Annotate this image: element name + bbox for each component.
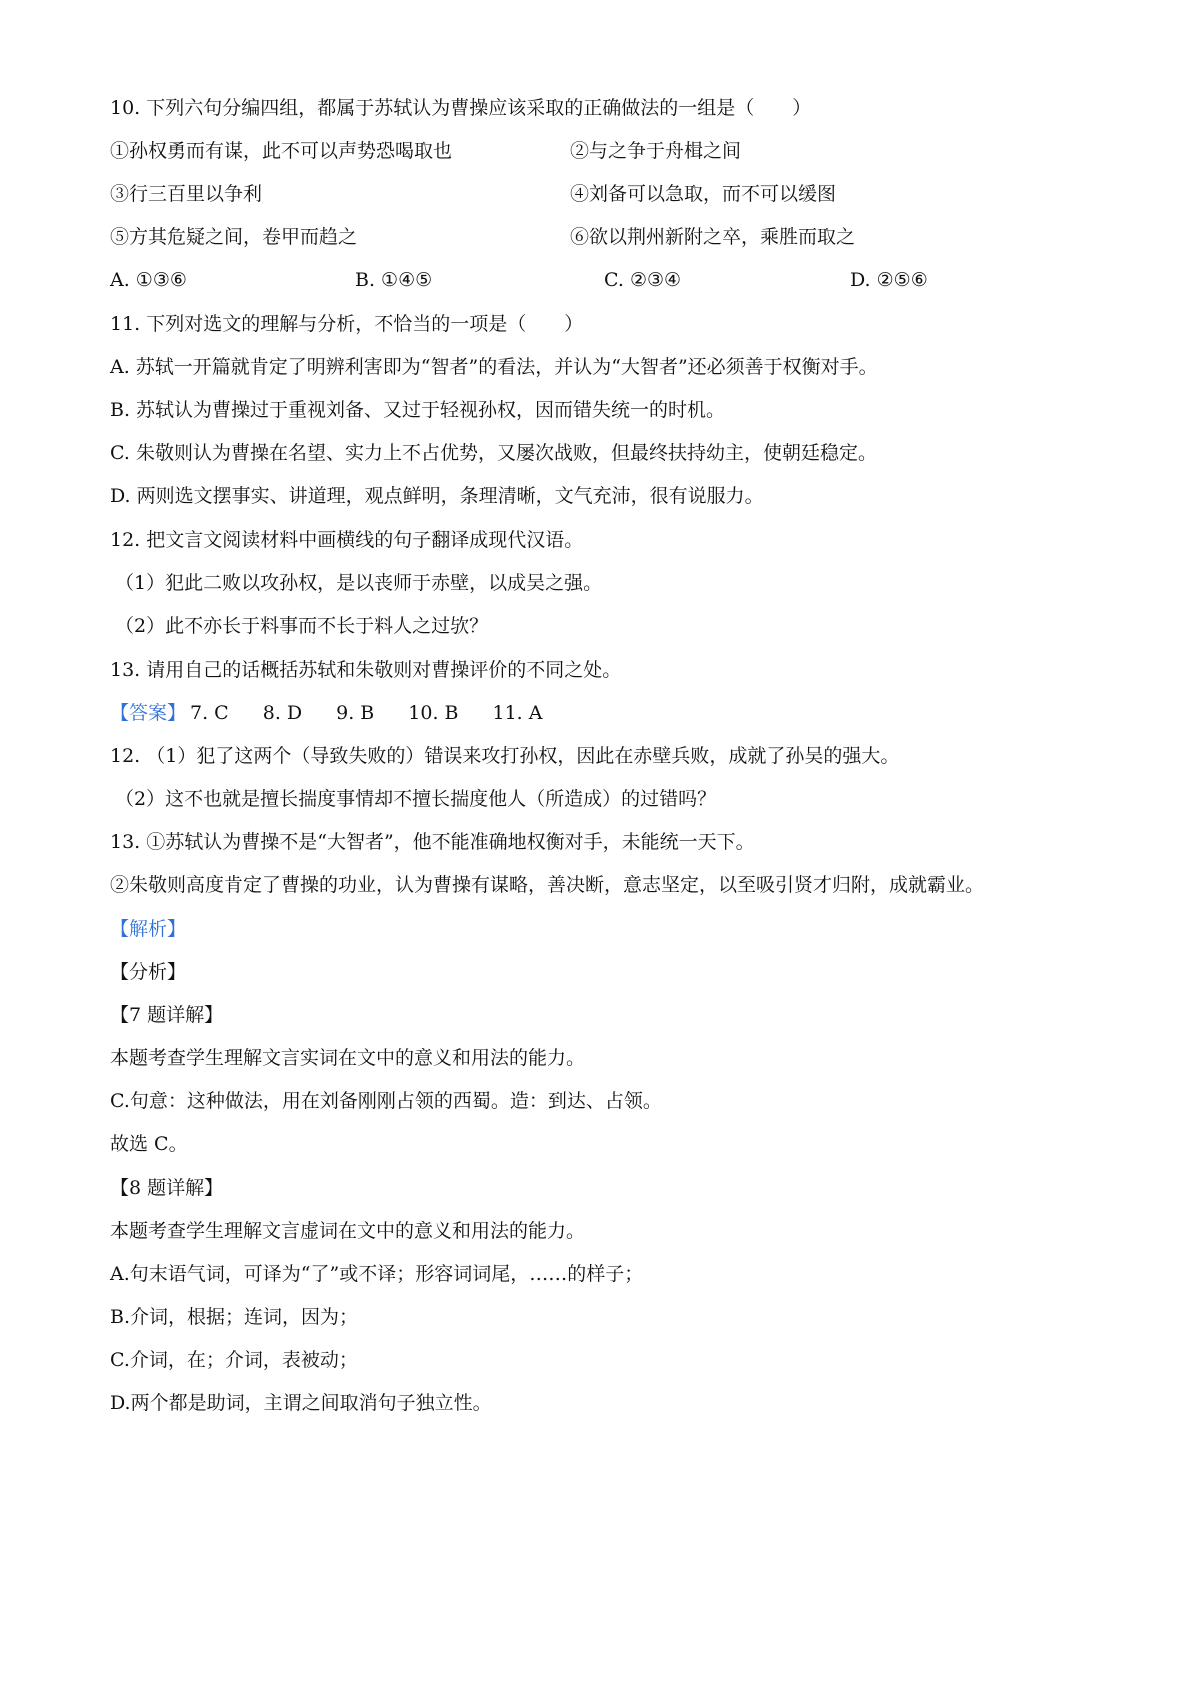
q12-stem: 12. 把文言文阅读材料中画横线的句子翻译成现代汉语。 [110,529,584,551]
answer-choice: 9. B [336,702,375,724]
q7-detail-title: 【7 题详解】 [110,1004,224,1026]
q8-d: D.两个都是助词，主谓之间取消句子独立性。 [110,1392,492,1414]
answer-q12-2: （2）这不也就是擅长揣度事情却不擅长揣度他人（所造成）的过错吗？ [115,788,717,810]
q10-option-d: D. ②⑤⑥ [850,269,928,291]
q12-part-1: （1）犯此二败以攻孙权，是以丧师于赤壁，以成吴之强。 [115,572,603,594]
q13-stem: 13. 请用自己的话概括苏轼和朱敬则对曹操评价的不同之处。 [110,659,622,681]
q8-c: C.介词，在；介词，表被动； [110,1349,358,1371]
q10-item-4: ④刘备可以急取，而不可以缓图 [570,183,837,205]
q7-pick: 故选 C。 [110,1133,188,1155]
q10-option-a: A. ①③⑥ [110,269,187,291]
answer-choice: 8. D [262,702,303,724]
answer-q13-1: 13. ①苏轼认为曹操不是“大智者”，他不能准确地权衡对手，未能统一天下。 [110,831,755,853]
q10-item-3: ③行三百里以争利 [110,183,263,205]
answer-q13-2: ②朱敬则高度肯定了曹操的功业，认为曹操有谋略，善决断，意志坚定，以至吸引贤才归附，成就霸业。 [110,874,985,896]
q10-items-row-1 [110,139,742,163]
q8-a: A.句末语气词，可译为“了”或不译；形容词词尾，……的样子； [110,1263,644,1285]
q10-item-5: ⑤方其危疑之间，卷甲而趋之 [110,226,358,248]
q8-detail-title: 【8 题详解】 [110,1177,224,1199]
q7-intro: 本题考查学生理解文言实词在文中的意义和用法的能力。 [110,1047,586,1069]
q8-intro: 本题考查学生理解文言虚词在文中的意义和用法的能力。 [110,1220,586,1242]
q8-b: B.介词，根据；连词，因为； [110,1306,359,1328]
q10-item-1: ①孙权勇而有谋，此不可以声势恐喝取也 [110,140,453,162]
answer-label: 【答案】 [110,702,187,724]
q10-item-2: ②与之争于舟楫之间 [570,140,742,162]
analysis-fenxi: 【分析】 [110,961,187,983]
q12-part-2: （2）此不亦长于料事而不长于料人之过欤？ [115,615,489,637]
answer-q12-1: 12. （1）犯了这两个（导致失败的）错误来攻打孙权，因此在赤壁兵败，成就了孙吴的强大。 [110,745,900,767]
answer-line [110,701,576,725]
analysis-label: 【解析】 [110,918,187,940]
q7-c: C.句意：这种做法，用在刘备刚刚占领的西蜀。造：到达、占领。 [110,1090,662,1112]
q11-option-a: A. 苏轼一开篇就肯定了明辨利害即为“智者”的看法，并认为“大智者”还必须善于权衡对手。 [110,356,878,378]
q10-items-row-2 [110,182,837,206]
q11-option-b: B. 苏轼认为曹操过于重视刘备、又过于轻视孙权，因而错失统一的时机。 [110,399,726,421]
q10-stem: 10. 下列六句分编四组，都属于苏轼认为曹操应该采取的正确做法的一组是（ ） [110,97,812,119]
answer-choice: 7. C [190,702,229,724]
answer-choice: 11. A [492,702,543,724]
q11-option-c: C. 朱敬则认为曹操在名望、实力上不占优势，又屡次战败，但最终扶持幼主，使朝廷稳定。 [110,442,877,464]
q11-stem: 11. 下列对选文的理解与分析，不恰当的一项是（ ） [110,313,584,335]
answer-choice: 10. B [408,702,459,724]
q10-option-c: C. ②③④ [604,269,682,291]
q10-option-b: B. ①④⑤ [355,269,433,291]
q10-items-row-3 [110,225,856,249]
q10-item-6: ⑥欲以荆州新附之卒，乘胜而取之 [570,226,856,248]
q11-option-d: D. 两则选文摆事实、讲道理，观点鲜明，条理清晰，文气充沛，很有说服力。 [110,485,764,507]
